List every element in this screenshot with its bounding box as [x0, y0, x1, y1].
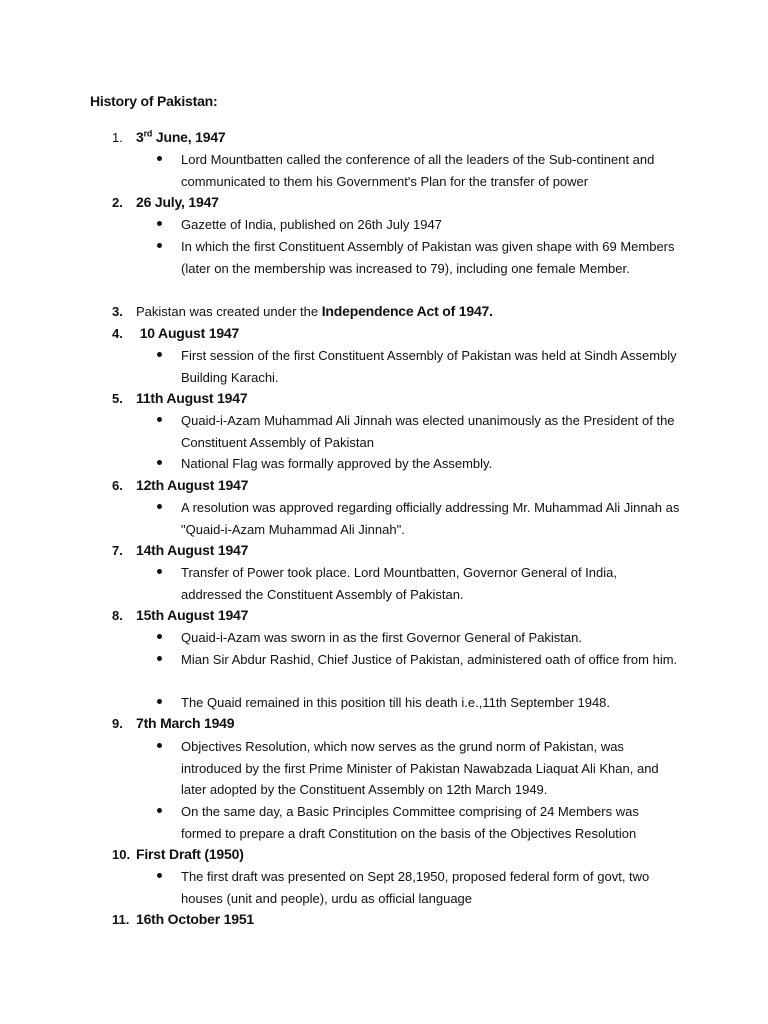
item-text: Pakistan was created under the [136, 304, 322, 319]
list-item-heading [112, 127, 712, 147]
list-number: 6. [112, 478, 123, 493]
bullet-icon [157, 504, 162, 509]
item-emphasis: Independence Act of 1947. [321, 303, 493, 319]
bullet-icon [157, 352, 162, 357]
list-item-heading [112, 844, 712, 864]
item-heading: 3rd June, 1947 [136, 128, 226, 145]
list-item-heading [112, 540, 712, 560]
list-number: 11. [112, 912, 130, 927]
list-item: In which the first Constituent Assembly of Pakistan was given shape with 69 Members (later on the membership was increased to 79), including one female Member. [157, 236, 687, 279]
list-number: 9. [112, 716, 123, 731]
list-item-heading [112, 388, 712, 408]
bullet-icon [157, 743, 162, 748]
list-number: 1. [112, 130, 123, 145]
bullet-icon [157, 873, 162, 878]
list-number: 7. [112, 543, 123, 558]
list-item: Quaid-i-Azam Muhammad Ali Jinnah was elected unanimously as the President of the Constituent Assembly of Pakistan [157, 410, 687, 453]
bullet-icon [157, 221, 162, 226]
list-item-heading [112, 192, 712, 212]
item-heading: 15th August 1947 [136, 607, 249, 623]
item-heading: 16th October 1951 [136, 911, 254, 927]
document-title: History of Pakistan: [90, 93, 218, 109]
item-heading: 14th August 1947 [136, 542, 249, 558]
list-item: Transfer of Power took place. Lord Mountbatten, Governor General of India, addressed the Constituent Assembly of Pakistan. [157, 562, 687, 605]
bullet-icon [157, 569, 162, 574]
list-item: Gazette of India, published on 26th July 1947 [157, 214, 687, 236]
list-item-heading [112, 323, 712, 343]
list-item: Lord Mountbatten called the conference of all the leaders of the Sub-continent and communicated to them his Government's Plan for the transfer of power [157, 149, 687, 192]
item-heading: First Draft (1950) [136, 846, 244, 862]
item-heading: 11th August 1947 [136, 390, 248, 406]
list-item: Quaid-i-Azam was sworn in as the first Governor General of Pakistan. [157, 627, 687, 649]
list-number: 4. [112, 326, 123, 341]
list-item: Mian Sir Abdur Rashid, Chief Justice of Pakistan, administered oath of office from him. [157, 649, 687, 671]
list-item-heading [112, 605, 712, 625]
bullet-icon [157, 699, 162, 704]
list-number: 2. [112, 195, 123, 210]
item-heading: 12th August 1947 [136, 477, 249, 493]
list-number: 5. [112, 391, 123, 406]
list-item: On the same day, a Basic Principles Committee comprising of 24 Members was formed to prepare a draft Constitution on the basis of the Objectives Resolution [157, 801, 687, 844]
list-item-heading [112, 713, 712, 733]
list-item: First session of the first Constituent Assembly of Pakistan was held at Sindh Assembly Building Karachi. [157, 345, 687, 388]
list-number: 8. [112, 608, 123, 623]
list-number: 10. [112, 847, 131, 862]
list-item: A resolution was approved regarding officially addressing Mr. Muhammad Ali Jinnah as "Quaid-i-Azam Muhammad Ali Jinnah". [157, 497, 687, 540]
bullet-icon [157, 156, 162, 161]
list-item: The first draft was presented on Sept 28,1950, proposed federal form of govt, two houses (unit and people), urdu as official language [157, 866, 687, 909]
bullet-icon [157, 243, 162, 248]
list-item-heading [112, 909, 712, 929]
item-heading: 10 August 1947 [136, 325, 240, 341]
item-heading: 7th March 1949 [136, 715, 235, 731]
list-number: 3. [112, 304, 123, 319]
bullet-icon [157, 656, 162, 661]
list-item-heading [112, 301, 712, 321]
bullet-icon [157, 808, 162, 813]
bullet-icon [157, 417, 162, 422]
list-item: Objectives Resolution, which now serves as the grund norm of Pakistan, was introduced by the first Prime Minister of Pakistan Nawabzada Liaquat Ali Khan, and later adopted by the Constituent Assembly on 12th March 1949. [157, 736, 687, 801]
list-item: The Quaid remained in this position till his death i.e.,11th September 1948. [157, 692, 687, 714]
list-item-heading [112, 475, 712, 495]
item-heading: 26 July, 1947 [136, 194, 219, 210]
bullet-icon [157, 460, 162, 465]
list-item: National Flag was formally approved by the Assembly. [157, 453, 687, 475]
bullet-icon [157, 634, 162, 639]
